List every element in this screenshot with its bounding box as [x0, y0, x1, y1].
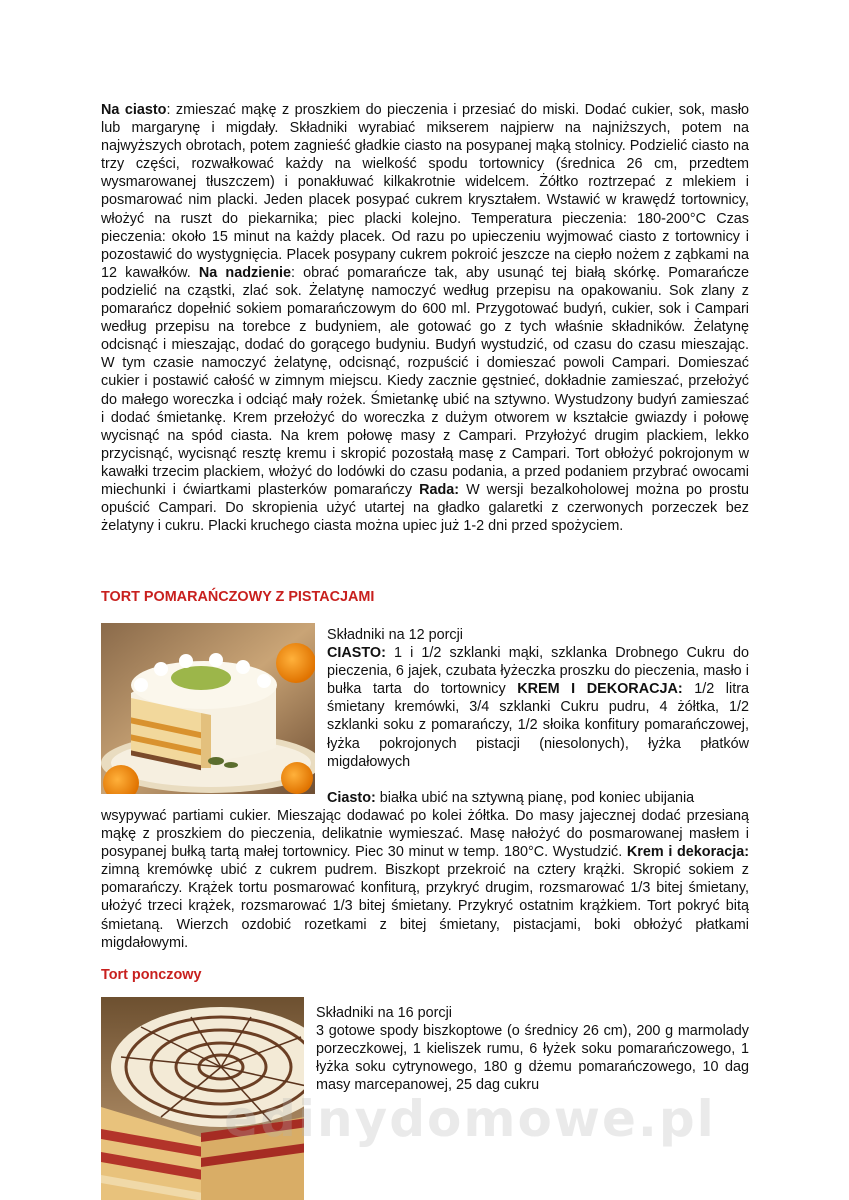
punch-cake-photo [101, 997, 304, 1200]
recipe3-portions: Składniki na 16 porcji [316, 1005, 452, 1021]
label-krem-i-dekoracja-upper: KREM I DEKORACJA: [517, 681, 683, 698]
orange-pistachio-cake-photo [101, 623, 315, 794]
recipe1-text-b: : obrać pomarańcze tak, aby usunąć tej białą skórkę. Pomarańcze podzielić na cząstki, zlać sok. Żelatynę namoczyć według przepisu na opakowaniu. Sok zlany z pomarańcz dopełnić sokiem pomarańczowym do 600 ml. Przygotować budyń, cukier, sok i Campari według przepisu na torebce z budyniem, ale gotować go z tych właśnie składników. Żelatynę odcisnąć i mieszając, dodać do gorącego budyniu. Budyń wystudzić, od czasu do czasu mieszając. W tym czasie namoczyć żelatynę, odcisnąć, rozpuścić i domieszać powoli Campari. Domieszać cukier i postawić całość w zimnym miejscu. Kiedy zacznie gęstnieć, dokładnie zamieszać, przełożyć do małego woreczka i odciąć mały rożek. Śmietankę ubić na sztywno. Wystudzony budyń zamieszać i dodać śmietankę. Krem przełożyć do woreczka z dużym otworem w kształcie gwiazdy i połowę wycisnąć na spód ciasta. Na krem połowę masy z Campari. Przyłożyć drugim plackiem, lekko przycisnąć, wycisnąć resztę kremu i skropić pozostałą masę z Campari. Tort obłożyć pokrojonym w kawałki trzecim plackiem, włożyć do lodówki do czasu podania, a przed podaniem przybrać owocami miechunki i ćwiartkami plasterków pomarańczy [101, 264, 749, 498]
recipe2-ingredients-b: 1/2 litra śmietany kremówki, 3/4 szklanki Cukru pudru, 4 żółtka, 1/2 szklanki soku z pomarańczy, 1/2 słoika konfitury pomarańczowej, łyżka pokrojonych pistacji (niesolonych), łyżka płatków migdałowych [327, 681, 749, 770]
recipe1-text-c: W wersji bezalkoholowej można po prostu opuścić Campari. Do skropienia użyć utartej na gładko galaretki z czerwonych porzeczek bez żelatyny i cukru. Placki kruchego ciasta można upiec już 1-2 dni przed spożyciem. [101, 481, 749, 535]
recipe2-ingredients-block [327, 626, 749, 771]
recipe3-ingredients-block [316, 1004, 749, 1094]
site-watermark: edinydomowe.pl [224, 1090, 716, 1148]
label-rada: Rada: [419, 481, 460, 498]
recipe3-ingredients: 3 gotowe spody biszkoptowe (o średnicy 26 cm), 200 g marmolady porzeczkowej, 1 kieliszek rumu, 6 łyżek soku pomarańczowego, 1 łyżka soku cytrynowego, 180 g dżemu pomarańczowego, 10 dag masy marcepanowej, 25 dag cukru [316, 1023, 749, 1094]
recipe2-ingredients [327, 644, 749, 771]
recipe1-text-a: : zmieszać mąkę z proszkiem do pieczenia i przesiać do miski. Dodać cukier, sok, masło lub margarynę i migdały. Składniki wyrabiać mikserem najpierw na najniższych, potem na najwyższych obrotach, potem zagnieść gładkie ciasto na posypanej mąką stolnicy. Podzielić ciasto na trzy części, rozwałkować każdy na wielkość spodu tortownicy (średnica 26 cm, przedtem wysmarowanej tłuszczem) i ponakłuwać kilkakrotnie widelcem. Żółtko roztrzepać z mlekiem i posmarować nim placki. Jeden placek posypać cukrem kryształem. Wstawić w krawędź tortownicy, włożyć na ruszt do piekarnika; piec placki kolejno. Temperatura pieczenia: 180-200°C Czas pieczenia: około 15 minut na każdy placek. Od razu po upieczeniu wyjmować ciasto z tortownicy i pozostawić do wystygnięcia. Placek posypany cukrem pokroić jeszcze na ciepło nożem z ząbkami na 12 kawałków. [101, 102, 749, 281]
recipe2-method-first-line [327, 789, 749, 807]
recipe2-method-a-rest: wsypywać partiami cukier. Mieszając dodawać po kolei żółtka. Do masy jajecznej dodać przesianą mąkę z proszkiem do pieczenia, delikatnie wymieszać. Masę nałożyć do posmarowanej masłem i posypanej bułką tartą małej tortownicy. Piec 30 minut w temp. 180°C. Wystudzić. [101, 808, 749, 861]
recipe2-method-b: zimną kremówkę ubić z cukrem pudrem. Biszkopt przekroić na cztery krążki. Skropić sokiem z pomarańczy. Krążek tortu posmarować konfiturą, przykryć drugim, rozsmarować 1/3 bitej śmietany, ułożyć trzeci krążek, rozsmarować 1/3 bitej śmietany. Przykryć ostatnim krążkiem. Tort pokryć bitą śmietaną. Wierzch ozdobić rozetkami z bitej śmietany, pistacjami, boki obłożyć płatkami migdałowymi. [101, 862, 749, 951]
recipe2-method-a-first: białka ubić na sztywną pianę, pod koniec ubijania [375, 790, 695, 806]
label-krem-i-dekoracja: Krem i dekoracja: [626, 844, 749, 861]
recipe2-portions: Składniki na 12 porcji [327, 627, 463, 643]
label-ciasto: Ciasto: [327, 790, 376, 806]
recipe2-method-paragraph [101, 807, 749, 952]
label-ciasto-upper: CIASTO: [327, 645, 386, 662]
label-na-nadzienie: Na nadzienie [198, 264, 291, 281]
label-na-ciasto: Na ciasto [101, 102, 167, 118]
recipe1-method-paragraph [101, 101, 749, 535]
recipe2-ingredients-a: 1 i 1/2 szklanki mąki, szklanka Drobnego Cukru do pieczenia, 6 jajek, czubata łyżeczka proszku do pieczenia, masło i bułka tarta do tortownicy [327, 645, 749, 698]
recipe2-title: TORT POMARAŃCZOWY Z PISTACJAMI [101, 589, 375, 605]
recipe3-title: Tort ponczowy [101, 967, 202, 983]
